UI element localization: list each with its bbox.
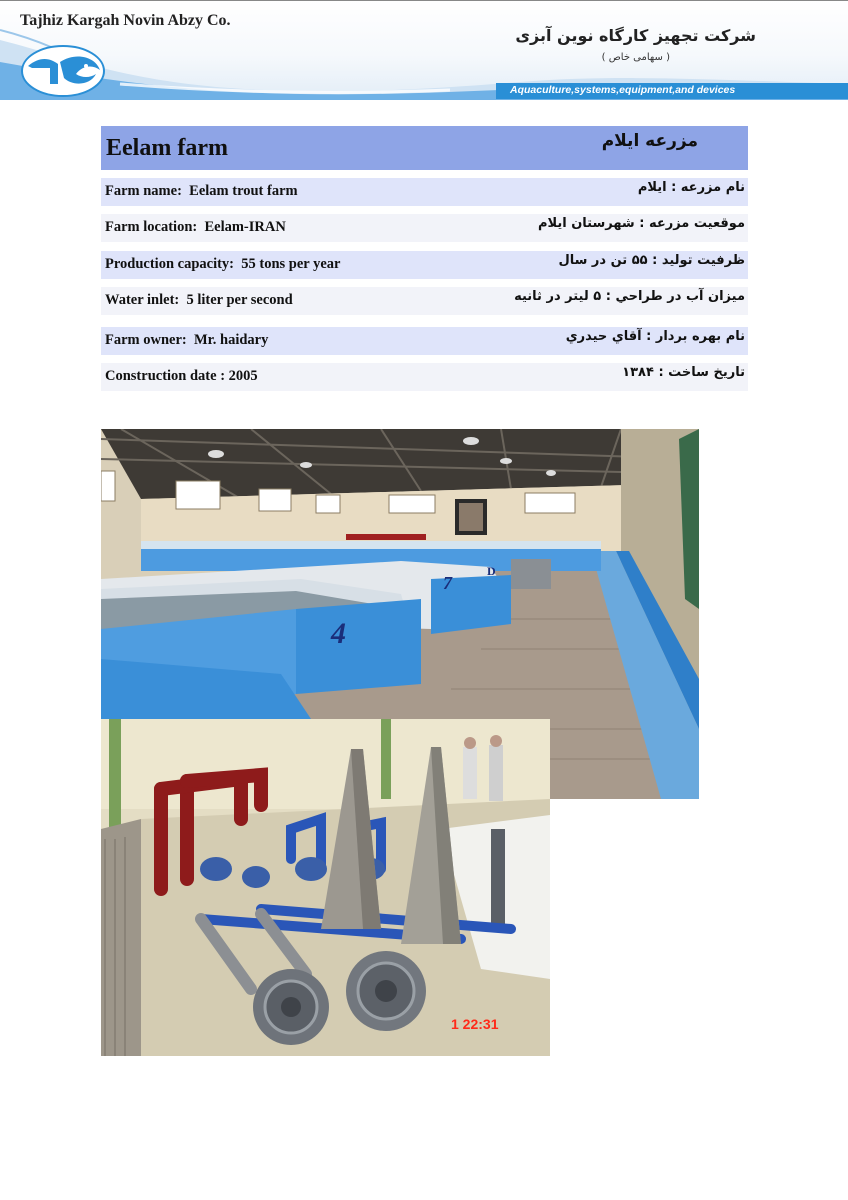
banner-top-border [0, 0, 848, 1]
info-value: Eelam-IRAN [204, 219, 286, 235]
info-value: Eelam trout farm [189, 183, 298, 199]
info-value: Mr. haidary [193, 332, 269, 348]
info-label-fa: ظرفيت توليد : ۵۵ تن در سال [558, 253, 745, 268]
info-row-construction-date [101, 363, 748, 391]
farm-title-fa: مزرعه ایلام [601, 131, 698, 151]
tank-number-7: 7 [443, 573, 452, 593]
header-banner [0, 0, 848, 100]
info-label-en [105, 368, 258, 385]
info-label-en [105, 256, 340, 273]
info-label-fa: نام بهره بردار : آقاي حيدري [565, 329, 745, 344]
info-row-water-inlet [101, 287, 748, 315]
info-row-farm-name [101, 178, 748, 206]
farm-title-en: Eelam farm [106, 135, 228, 161]
info-label-en [105, 219, 286, 236]
company-name-fa: شرکت تجهیز کارگاه نوین آبزی [515, 26, 756, 45]
info-value: 55 tons per year [241, 256, 341, 272]
info-label-en [105, 292, 293, 309]
info-label-en [105, 183, 298, 200]
company-logo-icon [20, 44, 106, 98]
info-row-farm-owner [101, 327, 748, 355]
info-label: Production capacity: [105, 256, 235, 272]
tank-letter-d: D [487, 564, 496, 578]
info-row-farm-location [101, 214, 748, 242]
info-label-fa: تاريخ ساخت : ۱۳۸۴ [622, 365, 745, 380]
info-label-fa: نام مزرعه : ايلام [637, 180, 745, 195]
info-label-fa: ميزان آب در طراحي : ۵ ليتر در ثانيه [514, 289, 745, 304]
info-label: Farm location: [105, 219, 198, 235]
info-label: Farm name: [105, 183, 182, 199]
tagline: Aquaculture,systems,equipment,and devices [510, 84, 736, 96]
info-row-production-capacity [101, 251, 748, 279]
company-name-en: Tajhiz Kargah Novin Abzy Co. [20, 12, 231, 29]
pump-room-illustration [101, 719, 550, 1056]
info-label: Farm owner: [105, 332, 187, 348]
info-label-fa: موقعيت مزرعه : شهرستان ايلام [537, 216, 745, 231]
info-label-en [105, 332, 268, 349]
company-type-fa: ( سهامی خاص ) [601, 52, 670, 63]
info-label: Construction date : 2005 [105, 368, 258, 384]
photo-timestamp: 1 22:31 [451, 1016, 499, 1032]
info-label: Water inlet: [105, 292, 180, 308]
tank-number-4: 4 [331, 617, 346, 650]
info-value: 5 liter per second [186, 292, 293, 308]
pump-room-photo [101, 719, 550, 1056]
farm-title-bar [101, 126, 748, 170]
